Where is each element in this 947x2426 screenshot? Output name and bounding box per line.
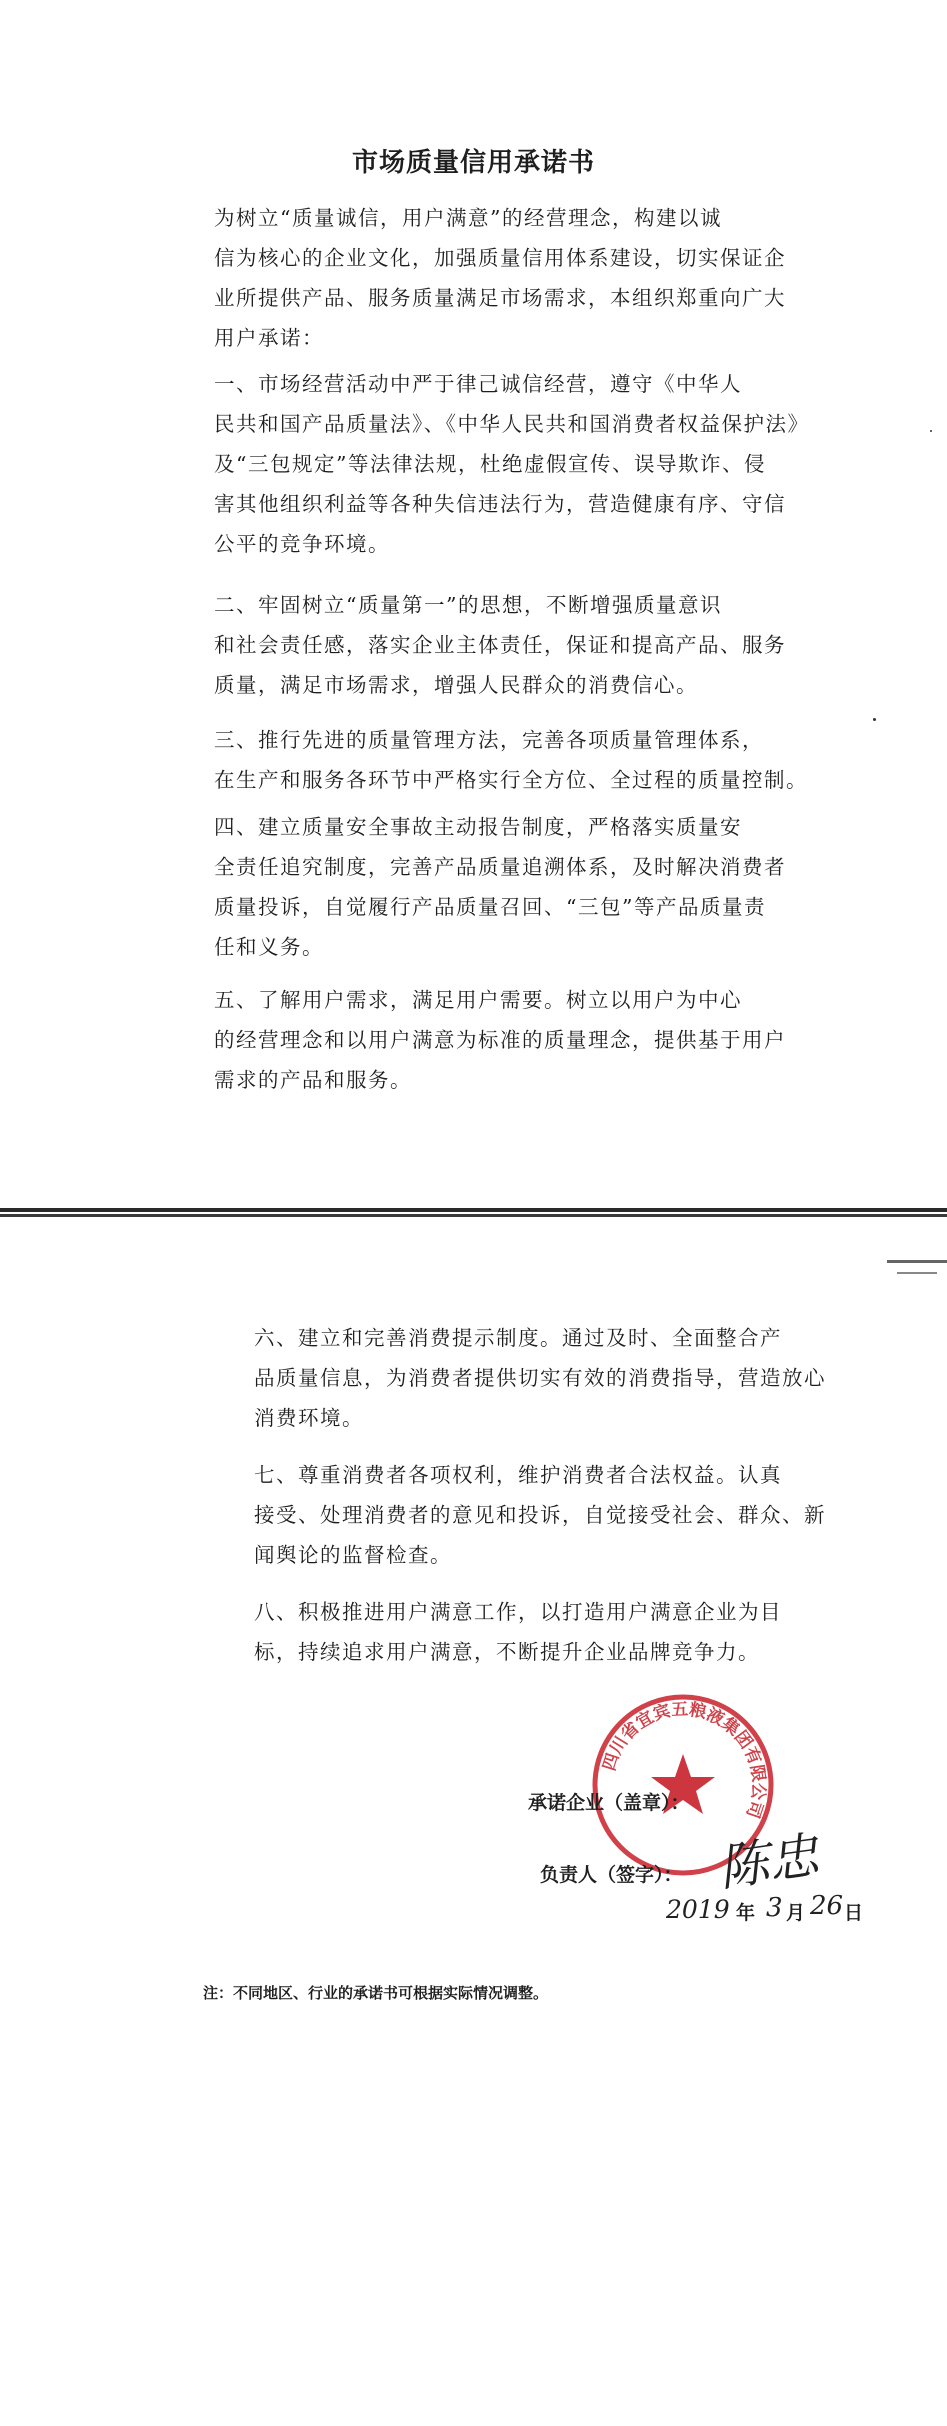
signing-date-year-unit: 年 <box>736 1902 756 1924</box>
text-line: 闻舆论的监督检查。 <box>254 1543 452 1567</box>
signing-date-month: 3 <box>766 1893 783 1923</box>
paragraph-5 <box>170 980 870 1100</box>
paragraph-3 <box>170 720 870 800</box>
signing-date-month-unit: 月 <box>786 1902 806 1924</box>
handwritten-signature: 陈忠 <box>715 1826 823 1898</box>
text-line: 和社会责任感，落实企业主体责任，保证和提高产品、服务 <box>214 633 786 657</box>
scan-mark <box>897 1272 937 1274</box>
paragraph-6 <box>210 1318 890 1438</box>
text-line: 质量投诉，自觉履行产品质量召回、“三包”等产品质量责 <box>214 895 766 919</box>
scan-speck <box>873 718 876 721</box>
text-line: 业所提供产品、服务质量满足市场需求，本组织郑重向广大 <box>214 286 786 310</box>
paragraph-intro <box>170 198 870 358</box>
text-line: 消费环境。 <box>254 1406 364 1430</box>
seal-text: 四川省宜宾五粮液集团有限公司 <box>599 1699 769 1821</box>
text-line: 民共和国产品质量法》、《中华人民共和国消费者权益保护法》 <box>214 412 810 436</box>
text-line: 五、了解用户需求，满足用户需要。树立以用户为中心 <box>214 988 742 1012</box>
text-line: 害其他组织利益等各种失信违法行为，营造健康有序、守信 <box>214 492 786 516</box>
signing-date-day: 26 <box>810 1891 844 1921</box>
text-line: 的经营理念和以用户满意为标准的质量理念，提供基于用户 <box>214 1028 786 1052</box>
text-line: 在生产和服务各环节中严格实行全方位、全过程的质量控制。 <box>214 768 808 792</box>
signing-date-year: 2019 <box>666 1895 730 1924</box>
text-line: 四、建立质量安全事故主动报告制度，严格落实质量安 <box>214 815 742 839</box>
paragraph-2 <box>170 585 870 705</box>
text-line: 为树立“质量诚信，用户满意”的经营理念，构建以诚 <box>214 206 722 230</box>
text-line: 品质量信息，为消费者提供切实有效的消费指导，营造放心 <box>254 1366 826 1390</box>
signing-date-day-unit: 日 <box>844 1902 864 1924</box>
paragraph-1 <box>170 364 870 564</box>
scan-mark <box>887 1260 947 1263</box>
document-title: 市场质量信用承诺书 <box>351 148 595 178</box>
scan-speck <box>930 430 932 432</box>
text-line: 一、市场经营活动中严于律己诚信经营，遵守《中华人 <box>214 372 742 396</box>
paragraph-8 <box>210 1592 890 1672</box>
text-line: 公平的竞争环境。 <box>214 532 390 556</box>
page-divider <box>0 1214 947 1217</box>
company-seal-label: 承诺企业（盖章）： <box>528 1792 690 1814</box>
text-line: 八、积极推进用户满意工作，以打造用户满意企业为目 <box>254 1600 782 1624</box>
responsible-signature-label: 负责人（签字）： <box>540 1864 683 1886</box>
text-line: 二、牢固树立“质量第一”的思想，不断增强质量意识 <box>214 593 722 617</box>
text-line: 信为核心的企业文化，加强质量信用体系建设，切实保证企 <box>214 246 786 270</box>
footnote: 注：不同地区、行业的承诺书可根据实际情况调整。 <box>203 1984 549 2002</box>
text-line: 接受、处理消费者的意见和投诉，自觉接受社会、群众、新 <box>254 1503 826 1527</box>
text-line: 及“三包规定”等法律法规，杜绝虚假宣传、误导欺诈、侵 <box>214 452 766 476</box>
paragraph-7 <box>210 1455 890 1575</box>
text-line: 标，持续追求用户满意，不断提升企业品牌竞争力。 <box>254 1640 760 1664</box>
text-line: 六、建立和完善消费提示制度。通过及时、全面整合产 <box>254 1326 782 1350</box>
page-divider <box>0 1208 947 1212</box>
text-line: 七、尊重消费者各项权利，维护消费者合法权益。认真 <box>254 1463 782 1487</box>
text-line: 三、推行先进的质量管理方法，完善各项质量管理体系， <box>214 728 764 752</box>
text-line: 任和义务。 <box>214 935 324 959</box>
text-line: 需求的产品和服务。 <box>214 1068 412 1092</box>
paragraph-4 <box>170 807 870 967</box>
text-line: 全责任追究制度，完善产品质量追溯体系，及时解决消费者 <box>214 855 786 879</box>
text-line: 质量，满足市场需求，增强人民群众的消费信心。 <box>214 673 698 697</box>
document-page-1 <box>0 0 947 1210</box>
text-line: 用户承诺： <box>214 326 324 350</box>
